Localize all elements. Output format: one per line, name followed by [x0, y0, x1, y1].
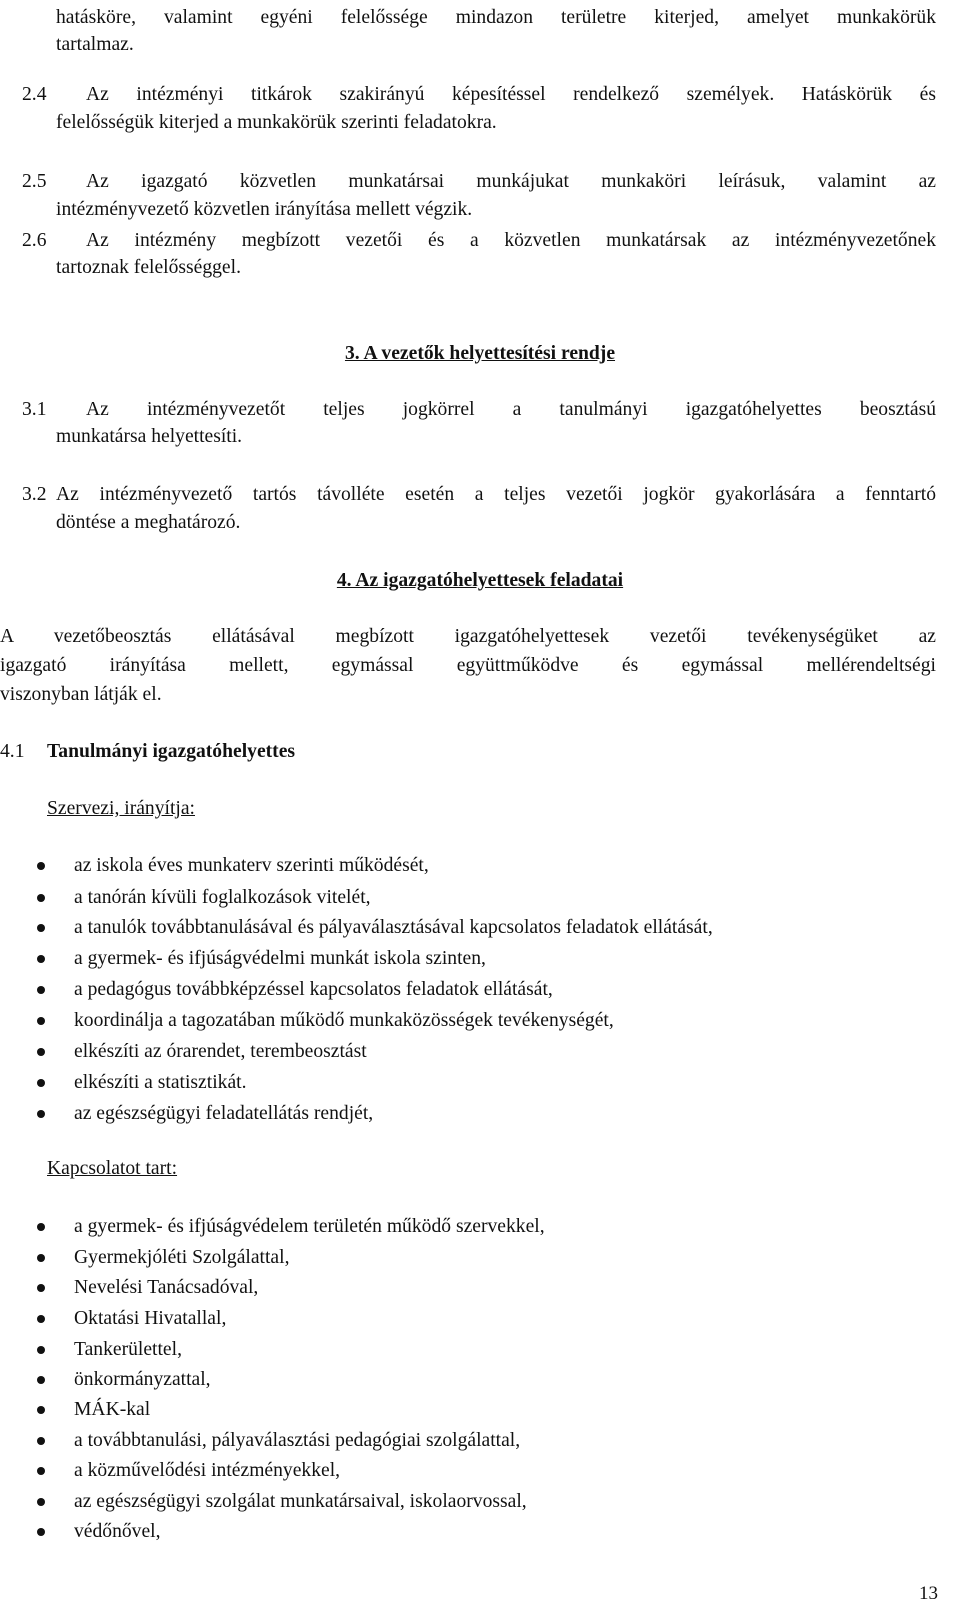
list-item: önkormányzattal,: [74, 1369, 211, 1390]
list-item: védőnővel,: [74, 1521, 161, 1542]
bullet-icon: [37, 1110, 45, 1118]
list-item: elkészíti a statisztikát.: [74, 1072, 247, 1093]
bullet-icon: [37, 1467, 45, 1475]
list-item: MÁK-kal: [74, 1399, 151, 1420]
list-item: a továbbtanulási, pályaválasztási pedagógiai szolgálattal,: [74, 1430, 521, 1451]
bullet-icon: [37, 1346, 45, 1354]
section-2-5-line-2: intézményvezető közvetlen irányítása mellett végzik.: [56, 199, 473, 220]
list-item: a pedagógus továbbképzéssel kapcsolatos feladatok ellátását,: [74, 979, 553, 1000]
section-2-4-line-1: Az intézményi titkárok szakirányú képesítéssel rendelkező személyek. Hatáskörük és: [86, 84, 936, 105]
bullet-icon: [37, 894, 45, 902]
list-item: a gyermek- és ifjúságvédelem területén működő szervekkel,: [74, 1216, 545, 1237]
bullet-icon: [37, 1284, 45, 1292]
bullet-icon: [37, 1406, 45, 1414]
section-3-2-line-1: Az intézményvezető tartós távolléte esetén a teljes vezetői jogkör gyakorlására a fenntartó: [56, 484, 936, 505]
section-4-1-title: Tanulmányi igazgatóhelyettes: [47, 741, 296, 762]
section-3-2-number: 3.2: [22, 484, 47, 505]
bullet-icon: [37, 862, 45, 870]
paragraph-4-line-1: A vezetőbeosztás ellátásával megbízott igazgatóhelyettesek vezetői tevékenységüket az: [0, 626, 936, 647]
bullet-icon: [37, 1079, 45, 1087]
list-item: elkészíti az órarendet, terembeosztást: [74, 1041, 367, 1062]
list-item: a közművelődési intézményekkel,: [74, 1460, 341, 1481]
kapcsolat-label: Kapcsolatot tart:: [47, 1158, 178, 1179]
list-item: az iskola éves munkaterv szerinti működését,: [74, 855, 429, 876]
section-2-4-number: 2.4: [22, 84, 47, 105]
list-item: a tanórán kívüli foglalkozások vitelét,: [74, 887, 371, 908]
heading-3: 3. A vezetők helyettesítési rendje: [344, 343, 616, 364]
list-item: az egészségügyi szolgálat munkatársaival, iskolaorvossal,: [74, 1491, 527, 1512]
list-item: a tanulók továbbtanulásával és pályaválasztásával kapcsolatos feladatok ellátását,: [74, 917, 713, 938]
bullet-icon: [37, 986, 45, 994]
list-item: Oktatási Hivatallal,: [74, 1308, 227, 1329]
section-3-2-line-2: döntése a meghatározó.: [56, 512, 241, 533]
list-item: Nevelési Tanácsadóval,: [74, 1277, 259, 1298]
paragraph-4-line-2: igazgató irányítása mellett, egymással együttműködve és egymással mellérendeltségi: [0, 655, 936, 676]
bullet-icon: [37, 1017, 45, 1025]
szervezi-label: Szervezi, irányítja:: [47, 798, 195, 819]
section-3-1-number: 3.1: [22, 399, 47, 420]
list-item: a gyermek- és ifjúságvédelmi munkát iskola szinten,: [74, 948, 486, 969]
bullet-icon: [37, 1048, 45, 1056]
section-2-5-number: 2.5: [22, 171, 47, 192]
bullet-icon: [37, 955, 45, 963]
bullet-icon: [37, 924, 45, 932]
section-2-5-line-1: Az igazgató közvetlen munkatársai munkájukat munkaköri leírásuk, valamint az: [86, 171, 936, 192]
intro-line-2: tartalmaz.: [56, 34, 134, 55]
section-2-4-line-2: felelősségük kiterjed a munkakörük szerinti feladatokra.: [56, 112, 497, 133]
bullet-icon: [37, 1528, 45, 1536]
list-item: Tankerülettel,: [74, 1339, 182, 1360]
bullet-icon: [37, 1223, 45, 1231]
bullet-icon: [37, 1254, 45, 1262]
section-2-6-line-2: tartoznak felelősséggel.: [56, 257, 241, 278]
section-3-1-line-2: munkatársa helyettesíti.: [56, 426, 243, 447]
bullet-icon: [37, 1498, 45, 1506]
heading-4: 4. Az igazgatóhelyettesek feladatai: [336, 570, 624, 591]
intro-line-1: hatásköre, valamint egyéni felelőssége mindazon területre kiterjed, amelyet munkakörük: [56, 7, 936, 28]
section-4-1-number: 4.1: [0, 741, 25, 762]
section-3-1-line-1: Az intézményvezetőt teljes jogkörrel a tanulmányi igazgatóhelyettes beosztású: [86, 399, 936, 420]
paragraph-4-line-3: viszonyban látják el.: [0, 684, 162, 705]
section-2-6-line-1: Az intézmény megbízott vezetői és a közvetlen munkatársak az intézményvezetőnek: [86, 230, 936, 251]
list-item: Gyermekjóléti Szolgálattal,: [74, 1247, 290, 1268]
list-item: koordinálja a tagozatában működő munkaközösségek tevékenységét,: [74, 1010, 614, 1031]
page-number: 13: [919, 1583, 938, 1604]
list-item: az egészségügyi feladatellátás rendjét,: [74, 1103, 374, 1124]
bullet-icon: [37, 1315, 45, 1323]
section-2-6-number: 2.6: [22, 230, 47, 251]
bullet-icon: [37, 1376, 45, 1384]
bullet-icon: [37, 1437, 45, 1445]
